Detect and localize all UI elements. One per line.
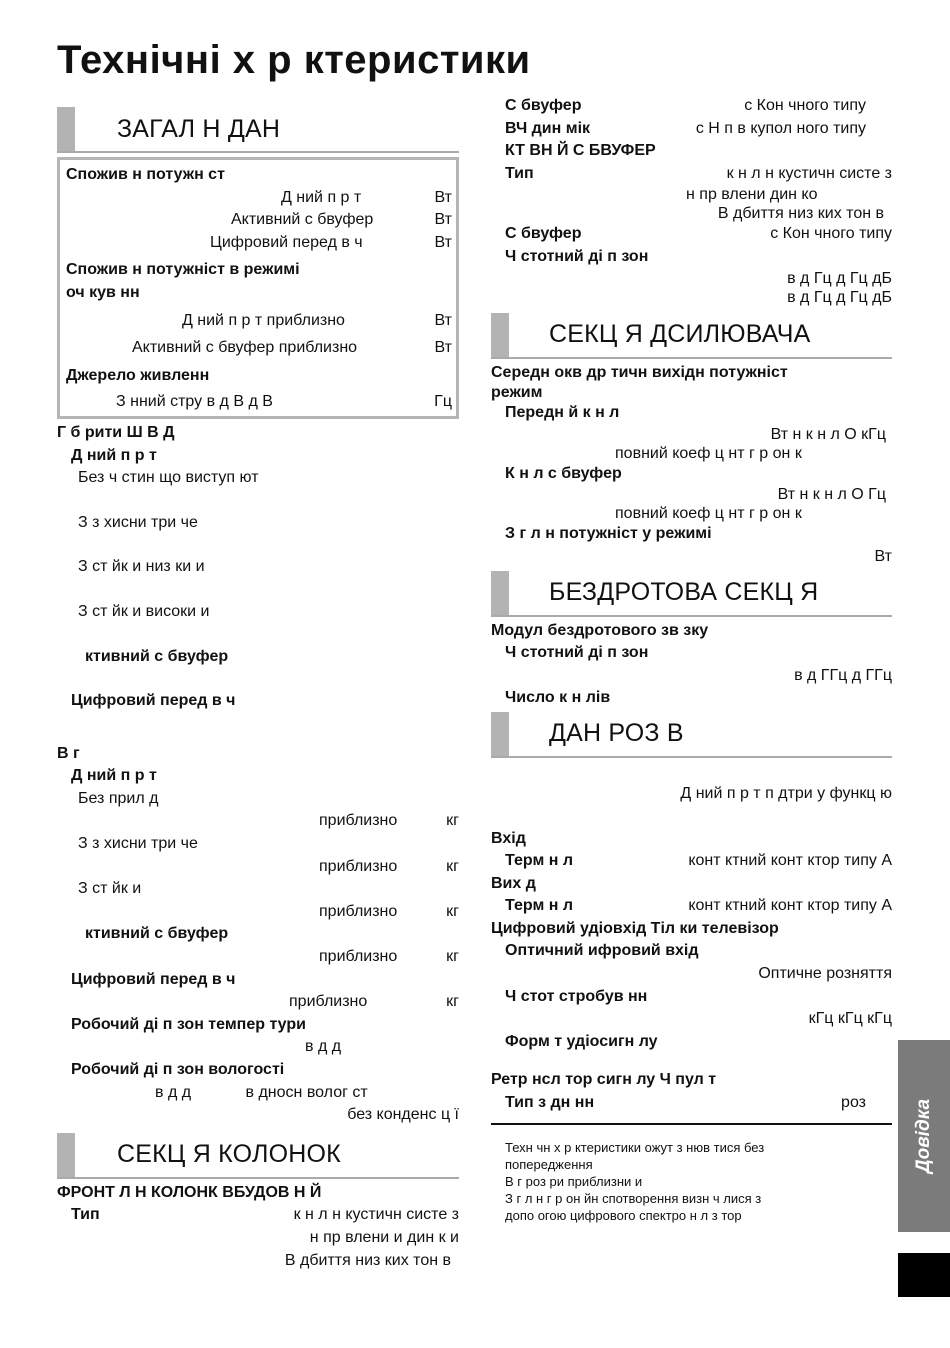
active-sub-type-2: н пр влени дин ко [686,186,818,204]
weight-main-unit: Д ний п р т [71,767,157,785]
approx: приблизно [319,857,398,875]
unit: Вт [434,233,452,251]
amp-total-unit: Вт [874,547,892,565]
page-number-block [898,1253,950,1297]
humidity-range-row [57,1082,459,1105]
wireless-module-heading: Модул бездротового зв зку [491,621,709,639]
output-term-row [491,895,892,918]
amp-front-value-2: повний коеф ц нт г р он к [615,444,802,462]
label: Тип [505,164,534,182]
standby-heading-1: Спожив н потужніст в режимі [66,261,300,279]
approx: приблизно [319,948,398,966]
label: Тип [71,1206,100,1224]
note-line-1: Техн чн х р ктеристики ожут з нюв тися без [505,1139,765,1155]
section-title: СЕКЦ Я КОЛОНОК [117,1140,341,1169]
power-main-row [66,187,452,210]
weight-with-stand: З ст йк и [78,880,142,898]
active-sub-type-3: В дбиття низ ких тон в [717,205,884,223]
humidity-note: без конденс ц ї [347,1106,459,1124]
amp-front-value-1: Вт н к н л О кГц [770,425,886,443]
sampling-label: Ч стот стробув нн [505,987,648,1005]
label: Терм н л [505,852,573,870]
active-sub-heading: КТ ВН Й С БВУФЕР [505,142,656,160]
page-title: Технічні х р ктеристики [57,38,531,82]
weight-value-row-4 [57,946,459,969]
format-label: Форм т удіосигн лу [505,1032,658,1050]
amp-sub-value-2: повний коеф ц нт г р он к [615,505,802,523]
front-speaker-type-2: н пр влени и дин к и [309,1228,459,1246]
other-main-unit-note: Д ний п р т п дтри у функц ю [680,784,892,802]
power-source-heading: Джерело живленн [66,366,210,384]
wireless-channels-label: Число к н лів [505,689,611,707]
value: с Кон чного типу [770,225,892,243]
value: к н л н кустичн систе з [293,1206,459,1224]
approx: приблизно [319,902,398,920]
humidity-range-heading: Робочий ді п зон вологості [71,1061,285,1078]
output-heading: Вих д [491,874,536,892]
unit: кг [446,948,459,966]
value: с Н п в купол ного типу [695,119,866,137]
section-title: ДАН РОЗ В [549,719,684,748]
section-bar [491,712,509,756]
section-bar [57,1133,75,1177]
dimensions-main-unit: Д ний п р т [71,446,157,464]
section-header-amp [491,313,892,359]
label: Активний с бвуфер [231,211,374,229]
rms-heading-1: Середн окв др тичн вихідн потужніст [491,363,788,381]
label: С бвуфер [505,225,582,243]
freq-range-row-1: в д Гц д Гц дБ [787,269,892,287]
standby-heading-2: оч кув нн [66,283,140,301]
remote-power-row [491,1092,892,1115]
power-heading: Спожив н потужн ст [66,166,225,183]
right-column [491,95,892,1224]
label: С бвуфер [505,97,582,114]
weight-heading: В г [57,744,80,762]
unit: Вт [434,211,452,229]
label: Тип з дн нн [505,1094,595,1112]
amp-sub-label: К н л с бвуфер [505,464,622,482]
unit: кг [446,857,459,875]
weight-value-row-5 [57,991,459,1014]
approx: приблизно [319,812,398,830]
unit: Гц [434,393,452,411]
divider [491,1123,892,1125]
sampling-values: кГц кГц кГц [808,1010,892,1028]
amp-total-label: З г л н потужніст у режимі [505,525,712,543]
unit: кг [446,902,459,920]
side-tab-reference [898,1040,950,1232]
power-source-row [66,391,452,414]
front-speaker-type-row [57,1204,459,1227]
section-title: СЕКЦ Я ДСИЛЮВАЧА [549,320,811,349]
power-sub-row [66,209,452,232]
dimensions-active-sub: ктивний с бвуфер [85,647,229,665]
optical-label: Оптичний ифровий вхід [505,942,699,960]
digital-input-heading: Цифровий удіовхід Тіл ки телевізор [491,919,779,937]
value: конт ктний конт ктор типу А [688,852,892,870]
dimensions-high-stand: З ст йк и високи и [78,602,210,620]
temp-range-value: в д д [305,1038,342,1056]
front-speaker-type-3: В дбиття низ ких тон в [284,1251,451,1269]
dimensions-heading: Г б рити Ш В Д [57,423,175,441]
input-heading: Вхід [491,829,526,847]
speaker-sub-row [491,95,892,118]
temp-range-heading: Робочий ді п зон темпер тури [71,1015,306,1033]
value: к н л н кустичн систе з [726,164,892,182]
wireless-freq-value: в д ГГц д ГГц [794,666,892,684]
standby-sub-row [66,337,452,360]
label: Д ний п р т приблизно [182,311,345,329]
section-bar [57,107,75,151]
section-title: БЕЗДРОТОВА СЕКЦ Я [549,578,819,607]
weight-active-sub: ктивний с бвуфер [85,925,229,943]
weight-with-brackets: З з хисни три че [78,835,198,853]
weight-value-row-3 [57,901,459,924]
unit: Вт [434,311,452,329]
label: Д ний п р т [281,188,362,206]
approx: приблизно [289,993,368,1011]
speaker-tweeter-row [491,118,892,141]
note-line-5: допо огою цифрового спектро н л з тор [505,1207,742,1223]
unit: кг [446,812,459,830]
rms-heading-2: режим [491,384,543,402]
section-bar [491,313,509,357]
freq-range-heading: Ч стотний ді п зон [505,247,649,265]
label: Терм н л [505,897,573,915]
front-speaker-heading: ФРОНТ Л Н КОЛОНК ВБУДОВ Н Й [57,1183,322,1201]
humidity-range-value: в д д [155,1083,192,1101]
section-header-speakers [57,1133,459,1179]
unit: Вт [434,188,452,206]
dimensions-with-brackets: З з хисни три че [78,513,198,531]
value: роз [841,1094,866,1112]
active-sub-type-row [491,163,892,186]
value: З нний стру в д В д В [116,393,273,411]
amp-sub-value-1: Вт н к н л О Гц [777,486,886,504]
label: ВЧ дин мік [505,119,591,137]
active-sub-woofer-row [491,223,892,246]
dimensions-no-protrusions: Без ч стин що виступ ют [78,469,259,487]
section-title: ЗАГАЛ Н ДАН [117,114,281,143]
value: конт ктний конт ктор типу А [688,897,892,915]
weight-transmitter: Цифровий перед в ч [71,970,236,988]
weight-no-accessories: Без прил д [78,789,159,807]
section-bar [491,571,509,615]
note-line-4: З г л н г р он йн спотворення визн ч лися з [505,1190,762,1206]
note-line-2: попередження [505,1156,593,1172]
weight-value-row-2 [57,856,459,879]
unit: кг [446,993,459,1011]
weight-value-row-1 [57,810,459,833]
label: Цифровий перед в ч [210,233,363,251]
standby-main-row [66,310,452,333]
side-tab-label: Довідка [913,1098,934,1174]
section-header-other [491,712,892,758]
power-transmitter-row [66,232,452,255]
note-line-3: В г роз ри приблизни и [505,1173,643,1189]
section-header-wireless [491,571,892,617]
label: Активний с бвуфер приблизно [132,339,358,357]
wireless-freq-label: Ч стотний ді п зон [505,644,649,662]
left-column [57,105,459,1272]
dimensions-transmitter: Цифровий перед в ч [71,692,236,710]
freq-range-row-2: в д Гц д Гц дБ [787,288,892,306]
dimensions-low-stand: З ст йк и низ ки и [78,558,205,576]
remote-heading: Ретр нсл тор сигн лу Ч пул т [491,1071,717,1089]
amp-front-label: Передн й к н л [505,404,620,422]
optical-value: Оптичне розняття [758,965,892,983]
unit: Вт [434,339,452,357]
humidity-relative: в дносн волог ст [245,1083,368,1101]
section-header-general [57,107,459,153]
value: с Кон чного типу [744,97,866,114]
power-consumption-box [57,157,459,419]
input-term-row [491,850,892,873]
